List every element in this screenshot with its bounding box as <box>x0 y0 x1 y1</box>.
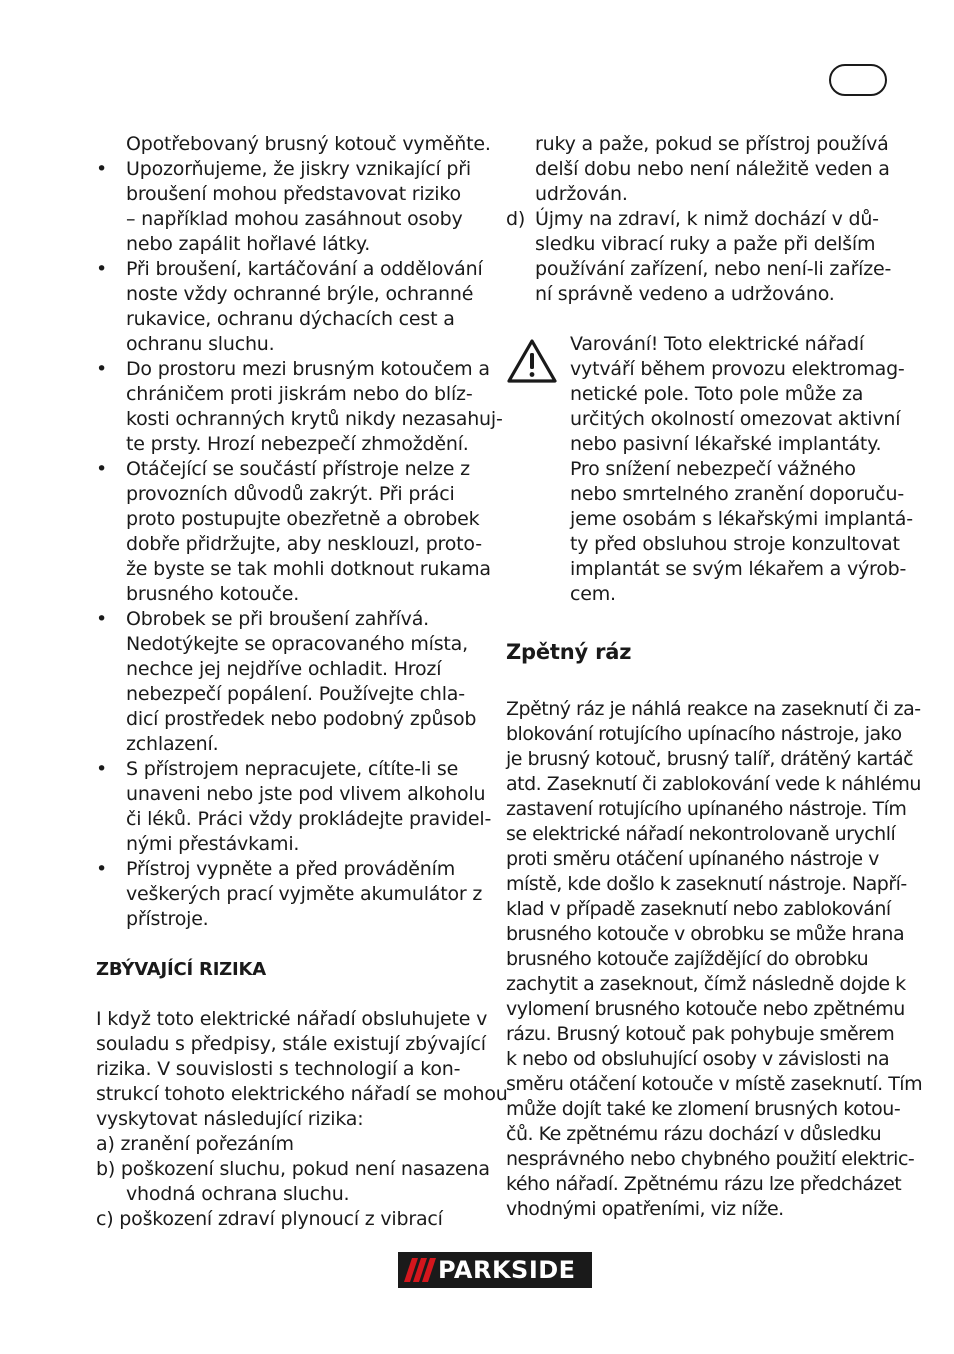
paragraph-line: vhodnými opatřeními, viz níže. <box>506 1198 784 1220</box>
bullet-icon: • <box>96 358 108 380</box>
list-item-line: nebo zapálit hořlavé látky. <box>126 233 371 255</box>
list-item-line: dicí prostředek nebo podobný způsob <box>126 708 477 730</box>
paragraph-line: kého nářadí. Zpětnému rázu lze předcházet <box>506 1173 902 1195</box>
section-heading-residual-risks: ZBÝVAJÍCÍ RIZIKA <box>96 959 267 980</box>
list-item-line: nebezpečí popálení. Používejte chla- <box>126 683 465 705</box>
bullet-icon: • <box>96 608 108 630</box>
list-item-line: či léků. Práci vždy prokládejte pravidel- <box>126 808 492 830</box>
bullet-icon: • <box>96 258 108 280</box>
list-item-line: používání zařízení, nebo není-li zaříze- <box>535 258 892 280</box>
kickback-paragraph <box>506 697 923 1222</box>
paragraph-line: blokování rotujícího upínacího nástroje, jako <box>506 723 902 745</box>
paragraph-line: rázu. Brusný kotouč pak pohybuje směrem <box>506 1023 895 1045</box>
warning-line: jeme osobám s lékařskými implantá- <box>570 508 913 530</box>
paragraph-line: se elektrické nářadí nekontrolovaně urychlí <box>506 823 896 845</box>
right-column <box>506 132 923 1222</box>
list-item-line: • Při broušení, kartáčování a oddělování <box>96 258 483 280</box>
paragraph-line: zachytit a zaseknout, čímž následně dojde k <box>506 973 906 995</box>
list-item-line: delší dobu nebo není náležitě veden a <box>535 158 890 180</box>
logo-stripes-icon <box>398 1252 438 1288</box>
list-item-line: • Upozorňujeme, že jiskry vznikající při <box>96 158 471 180</box>
bullet-icon: • <box>96 858 108 880</box>
left-column <box>96 132 508 1232</box>
paragraph-line: vylomení brusného kotouče nebo zpětnému <box>506 998 905 1020</box>
paragraph-line: souladu s předpisy, stále existují zbývající <box>96 1033 486 1055</box>
warning-line: nebo smrtelného zranění doporuču- <box>570 483 905 505</box>
paragraph-line: vyskytovat následující rizika: <box>96 1108 364 1130</box>
paragraph-line: c) poškození zdraví plynoucí z vibrací <box>96 1208 443 1230</box>
section-heading-kickback: Zpětný ráz <box>506 640 632 664</box>
logo-text: PARKSIDE <box>438 1256 576 1284</box>
risk-list-continuation <box>506 132 896 207</box>
paragraph-line: rizika. V souvislosti s technologií a kon- <box>96 1058 461 1080</box>
warning-line: určitých okolností omezovat aktivní <box>570 408 901 430</box>
paragraph-line: brusného kotouče zajíždějící do obrobku <box>506 948 869 970</box>
list-item-line: zchlazení. <box>126 733 219 755</box>
language-badge-icon <box>829 64 887 96</box>
bullet-icon: • <box>96 758 108 780</box>
list-item-line: • S přístrojem nepracujete, cítíte-li se <box>96 758 459 780</box>
paragraph-line: směru otáčení kotouče v místě zaseknutí. Tím <box>506 1073 923 1095</box>
list-item-line: ruky a paže, pokud se přístroj používá <box>535 133 889 155</box>
list-item-line: • Obrobek se při broušení zahřívá. <box>96 608 429 630</box>
paragraph-line: proti směru otáčení upínaného nástroje v <box>506 848 879 870</box>
warning-triangle-icon <box>506 338 558 384</box>
list-item-line: chráničem proti jiskrám nebo do blíz- <box>126 383 473 405</box>
list-item-line: přístroje. <box>126 908 209 930</box>
warning-line: nebo pasivní lékařské implantáty. <box>570 433 882 455</box>
list-item-line: rukavice, ochranu dýchacích cest a <box>126 308 455 330</box>
list-item-line: • Otáčející se součástí přístroje nelze z <box>96 458 470 480</box>
list-item-line: že byste se tak mohli dotknout rukama <box>126 558 491 580</box>
list-item-line: ní správně vedeno a udržováno. <box>535 283 835 305</box>
list-item-line: proto postupujte obezřetně a obrobek <box>126 508 480 530</box>
paragraph-line: I když toto elektrické nářadí obsluhujete v <box>96 1008 488 1030</box>
paragraph-line: Zpětný ráz je náhlá reakce na zaseknutí či za- <box>506 698 921 720</box>
safety-bullet-list <box>96 132 503 932</box>
paragraph-line: vhodná ochrana sluchu. <box>126 1183 350 1205</box>
list-item-line: te prsty. Hrozí nebezpečí zhmoždění. <box>126 433 469 455</box>
list-item-line: • Přístroj vypněte a před prováděním <box>96 858 456 880</box>
list-item-line: dobře přidržujte, aby nesklouzl, proto- <box>126 533 482 555</box>
warning-line: Varování! Toto elektrické nářadí <box>570 333 864 355</box>
paragraph-line: atd. Zaseknutí či zablokování vede k náhlému <box>506 773 921 795</box>
warning-line: ty před obsluhou stroje konzultovat <box>570 533 900 555</box>
list-item-line: Opotřebovaný brusný kotouč vyměňte. <box>126 133 491 155</box>
warning-line: netické pole. Toto pole může za <box>570 383 864 405</box>
bullet-icon: • <box>96 458 108 480</box>
list-marker: d) <box>506 208 526 230</box>
residual-risks-paragraph <box>96 1007 508 1232</box>
list-item-line: broušení mohou představovat riziko <box>126 183 461 205</box>
warning-line: cem. <box>570 583 616 605</box>
warning-line: implantát se svým lékařem a výrob- <box>570 558 907 580</box>
warning-line: vytváří během provozu elektromag- <box>570 358 905 380</box>
list-item-line: provozních důvodů zakrýt. Při práci <box>126 483 455 505</box>
list-item-line: Nedotýkejte se opracovaného místa, <box>126 633 468 655</box>
paragraph-line: k nebo od obsluhující osoby v závislosti na <box>506 1048 890 1070</box>
bullet-icon: • <box>96 158 108 180</box>
list-item-line: nechce jej nejdříve ochladit. Hrozí <box>126 658 442 680</box>
list-item-line: – například mohou zasáhnout osoby <box>126 208 463 230</box>
paragraph-line: brusného kotouče v obrobku se může hrana <box>506 923 905 945</box>
warning-line: Pro snížení nebezpečí vážného <box>570 458 856 480</box>
paragraph-line: zastavení rotujícího upínaného nástroje. Tím <box>506 798 907 820</box>
list-item-line: nými přestávkami. <box>126 833 300 855</box>
paragraph-line: a) zranění pořezáním <box>96 1133 294 1155</box>
list-item-line: brusného kotouče. <box>126 583 300 605</box>
paragraph-line: b) poškození sluchu, pokud není nasazena <box>96 1158 490 1180</box>
paragraph-line: nesprávného nebo chybného použití elektric- <box>506 1148 915 1170</box>
list-item-line: Újmy na zdraví, k nimž dochází v dů- <box>535 208 879 230</box>
paragraph-line: může dojít také ke zlomení brusných kotou- <box>506 1098 901 1120</box>
list-item-line: unaveni nebo jste pod vlivem alkoholu <box>126 783 486 805</box>
list-item-line: udržován. <box>535 183 628 205</box>
warning-text <box>570 332 913 607</box>
paragraph-line: je brusný kotouč, brusný talíř, drátěný kartáč <box>506 748 914 770</box>
list-item-line: ochranu sluchu. <box>126 333 275 355</box>
list-item-line: sledku vibrací ruky a paže při delším <box>535 233 876 255</box>
paragraph-line: místě, kde došlo k zaseknutí nástroje. Napří- <box>506 873 907 895</box>
list-item-line: veškerých prací vyjměte akumulátor z <box>126 883 483 905</box>
list-item-line: noste vždy ochranné brýle, ochranné <box>126 283 474 305</box>
paragraph-line: čů. Ke zpětnému rázu dochází v důsledku <box>506 1123 882 1145</box>
warning-block <box>506 332 913 607</box>
risk-item-d <box>506 207 896 307</box>
list-item-line: • Do prostoru mezi brusným kotoučem a <box>96 358 490 380</box>
paragraph-line: klad v případě zaseknutí nebo zablokování <box>506 898 891 920</box>
parkside-logo <box>398 1252 592 1288</box>
list-item-line: kosti ochranných krytů nikdy nezasahuj- <box>126 408 503 430</box>
paragraph-line: strukcí tohoto elektrického nářadí se mohou <box>96 1083 508 1105</box>
